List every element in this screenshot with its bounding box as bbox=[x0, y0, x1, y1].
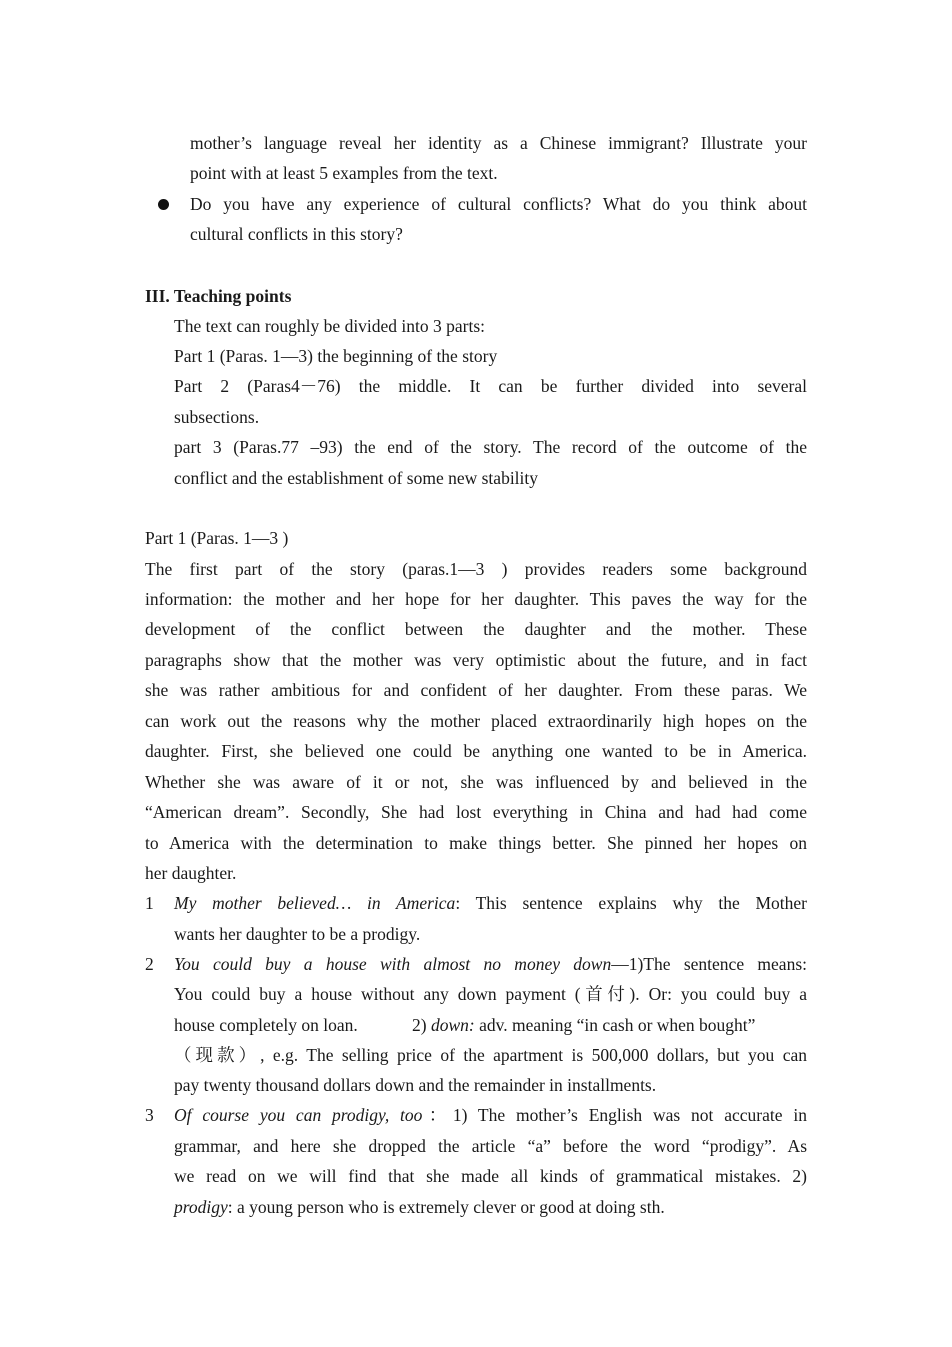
paragraph-line: her daughter. bbox=[145, 863, 237, 883]
note-2-line-4: （现款）, e.g. The selling price of the apartment is 500,000 dollars, but you can bbox=[174, 1045, 807, 1065]
note-3-line-1 bbox=[174, 1107, 807, 1125]
note-number: 2 bbox=[145, 954, 154, 974]
part-2-summary-line-1: Part 2 (Paras4－76) the middle. It can be further divided into several bbox=[174, 376, 807, 396]
note-2-term: down: bbox=[430, 1015, 475, 1035]
paragraph-line: daughter. First, she believed one could be anything one wanted to be in America. bbox=[145, 741, 807, 761]
note-2-phrase: You could buy a house with almost no money down bbox=[174, 954, 612, 974]
note-2-line-5: pay twenty thousand dollars down and the remainder in installments. bbox=[174, 1075, 657, 1095]
paragraph-line: The first part of the story (paras.1—3 ) provides readers some background bbox=[145, 559, 807, 579]
paragraph-line: she was rather ambitious for and confident of her daughter. From these paras. We bbox=[145, 680, 807, 700]
paragraph-line: information: the mother and her hope for her daughter. This paves the way for the bbox=[145, 589, 807, 609]
parts-intro: The text can roughly be divided into 3 parts: bbox=[174, 316, 486, 336]
note-number: 3 bbox=[145, 1105, 154, 1125]
note-2-line-3b bbox=[412, 1017, 755, 1035]
question-1-line-1: mother’s language reveal her identity as a Chinese immigrant? Illustrate your bbox=[190, 133, 807, 153]
note-3-term: prodigy bbox=[174, 1197, 228, 1217]
paragraph-line: development of the conflict between the daughter and the mother. These bbox=[145, 619, 807, 639]
question-2-line-1: Do you have any experience of cultural conflicts? What do you think about bbox=[190, 194, 807, 214]
note-2-line-2: You could buy a house without any down payment (首付). Or: you could buy a bbox=[174, 984, 807, 1004]
note-1-text: : This sentence explains why the Mother bbox=[455, 893, 807, 913]
bullet-icon bbox=[158, 199, 169, 210]
paragraph-line: “American dream”. Secondly, She had lost everything in China and had had come bbox=[145, 802, 807, 822]
note-3-line-2: grammar, and here she dropped the article “a” before the word “prodigy”. As bbox=[174, 1136, 807, 1156]
paragraph-line: can work out the reasons why the mother placed extraordinarily high hopes on the bbox=[145, 711, 807, 731]
note-number: 1 bbox=[145, 893, 154, 913]
note-2-subnum: 2) bbox=[412, 1015, 431, 1035]
part-1-summary: Part 1 (Paras. 1—3) the beginning of the story bbox=[174, 346, 498, 366]
note-3-phrase: Of course you can prodigy, too bbox=[174, 1105, 423, 1125]
paragraph-line: Whether she was aware of it or not, she was influenced by and believed in the bbox=[145, 772, 807, 792]
note-3-line-4 bbox=[174, 1199, 665, 1217]
question-1-line-2: point with at least 5 examples from the text. bbox=[190, 163, 498, 183]
section-heading: III. Teaching points bbox=[145, 286, 292, 306]
note-1-line-2: wants her daughter to be a prodigy. bbox=[174, 924, 421, 944]
note-2-line-1 bbox=[174, 956, 807, 974]
note-1-phrase: My mother believed… in America bbox=[174, 893, 456, 913]
note-2-definition: adv. meaning “in cash or when bought” bbox=[474, 1015, 756, 1035]
part-1-heading: Part 1 (Paras. 1—3 ) bbox=[145, 528, 289, 548]
part-3-summary-line-2: conflict and the establishment of some new stability bbox=[174, 468, 539, 488]
note-2-text: —1)The sentence means: bbox=[611, 954, 807, 974]
part-2-summary-line-2: subsections. bbox=[174, 407, 260, 427]
note-3-text: ：1) The mother’s English was not accurate in bbox=[422, 1105, 807, 1125]
note-2-line-3a: house completely on loan. bbox=[174, 1015, 358, 1035]
part-3-summary-line-1: part 3 (Paras.77 –93) the end of the story. The record of the outcome of the bbox=[174, 437, 807, 457]
paragraph-line: to America with the determination to make things better. She pinned her hopes on bbox=[145, 833, 807, 853]
paragraph-line: paragraphs show that the mother was very optimistic about the future, and in fact bbox=[145, 650, 807, 670]
note-1-line-1 bbox=[174, 895, 807, 913]
question-2-line-2: cultural conflicts in this story? bbox=[190, 224, 403, 244]
note-3-line-3: we read on we will find that she made all kinds of grammatical mistakes. 2) bbox=[174, 1166, 807, 1186]
note-3-definition: : a young person who is extremely clever or good at doing sth. bbox=[227, 1197, 665, 1217]
